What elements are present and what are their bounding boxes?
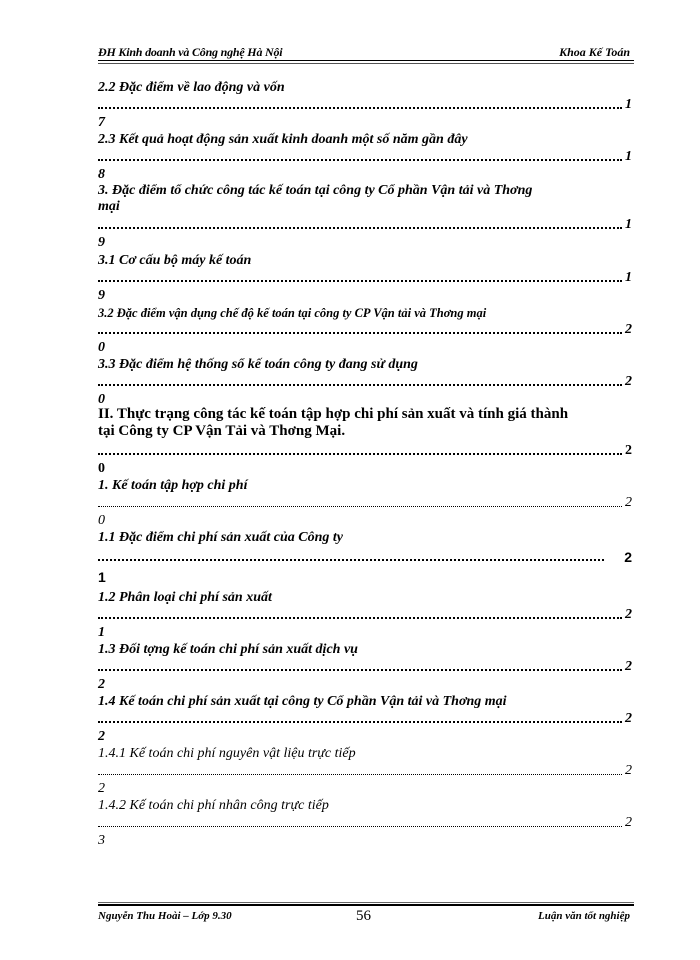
- toc-leader: [98, 216, 632, 232]
- header-rule: [98, 60, 634, 61]
- footer-author: Nguyễn Thu Hoài – Lớp 9.30: [98, 910, 232, 922]
- toc-page-part1: 2: [625, 607, 632, 622]
- toc-entry-title: 3.1 Cơ cấu bộ máy kế toán: [98, 253, 252, 268]
- toc-page-part1: 1: [625, 270, 632, 285]
- toc-leader: [98, 658, 632, 674]
- header-university: ĐH Kinh doanh và Công nghệ Hà Nội: [98, 45, 283, 59]
- toc-leader: [98, 762, 632, 778]
- header-rule-thin: [98, 63, 634, 64]
- toc-leader: [98, 710, 632, 726]
- toc-entry-title: 1.4.1 Kế toán chi phí nguyên vật liệu trực tiếp: [98, 746, 356, 761]
- toc-entry[interactable]: [98, 746, 632, 796]
- toc-leader: [98, 373, 632, 389]
- toc-entry-title: 3.3 Đặc điểm hệ thống sổ kế toán công ty đang sử dụng: [98, 357, 418, 372]
- toc-entry-title: 1.4.2 Kế toán chi phí nhân công trực tiếp: [98, 798, 329, 813]
- toc-page-part2: 9: [98, 288, 105, 303]
- toc-leader: [98, 548, 632, 564]
- toc-entry-title-cont: mại: [98, 199, 120, 214]
- toc-chapter-title: II. Thực trạng công tác kế toán tập hợp chi phí sản xuất và tính giá thành: [98, 406, 569, 422]
- toc-entry[interactable]: [98, 80, 632, 130]
- toc-page-part1: 2: [625, 322, 632, 337]
- toc-entry-chapter[interactable]: [98, 406, 632, 476]
- footer-rule: [98, 904, 634, 906]
- toc-leader: [98, 269, 632, 285]
- toc-entry[interactable]: [98, 357, 632, 407]
- toc-leader: [98, 606, 632, 622]
- page-header: [98, 45, 634, 63]
- toc-page-part1: 2: [625, 495, 632, 510]
- toc-entry[interactable]: [98, 530, 632, 585]
- toc-entry-title: 2.2 Đặc điểm về lao động và vốn: [98, 80, 285, 95]
- toc-page-part2: 2: [98, 677, 105, 692]
- toc-page-part1: 2: [625, 763, 632, 778]
- toc-page-part2: 0: [98, 392, 105, 407]
- toc-leader: [98, 321, 632, 337]
- toc-page-part2: 7: [98, 115, 105, 130]
- toc-entry[interactable]: [98, 642, 632, 692]
- toc-page-part1: 2: [625, 815, 632, 830]
- toc-entry[interactable]: [98, 590, 632, 640]
- toc-entry[interactable]: [98, 478, 632, 528]
- toc-entry-title: 1.3 Đối tợng kế toán chi phí sản xuất dịch vụ: [98, 642, 358, 657]
- toc-chapter-title-cont: tại Công ty CP Vận Tải và Thơng Mại.: [98, 423, 346, 439]
- toc-page-part1: 1: [625, 97, 632, 112]
- toc-entry-title: 3. Đặc điểm tổ chức công tác kế toán tại công ty Cổ phần Vận tải và Thơng: [98, 183, 533, 198]
- toc-page-part1: 1: [625, 217, 632, 232]
- toc-page-part2: 0: [98, 340, 105, 355]
- toc-leader: [98, 442, 632, 458]
- toc-page-part1: 2: [625, 374, 632, 389]
- toc-page-part2: 1: [98, 625, 105, 640]
- toc-entry-title: 1.2 Phân loại chi phí sản xuất: [98, 590, 272, 605]
- toc-page-part2: 8: [98, 167, 105, 182]
- toc-page-part2: 1: [98, 569, 106, 585]
- toc-entry[interactable]: [98, 694, 632, 744]
- toc-leader: [98, 96, 632, 112]
- toc-leader: [98, 814, 632, 830]
- toc-entry-title: 3.2 Đặc điểm vận dụng chế độ kế toán tại công ty CP Vận tải và Thơng mại: [98, 306, 487, 320]
- footer-doc-type: Luận văn tốt nghiệp: [538, 910, 630, 922]
- toc-page-part1: 2: [625, 443, 632, 458]
- header-department: Khoa Kế Toán: [559, 45, 630, 59]
- toc-entry-title: 1. Kế toán tập hợp chi phí: [98, 478, 248, 493]
- toc-entry[interactable]: [98, 798, 632, 848]
- toc-leader: [98, 494, 632, 510]
- page-footer: [98, 902, 634, 932]
- toc-entry[interactable]: [98, 132, 632, 182]
- toc-page-part2: 0: [98, 461, 105, 476]
- toc-entry-title: 1.1 Đặc điểm chi phí sản xuất của Công ty: [98, 530, 344, 545]
- page-number: 56: [356, 908, 371, 924]
- toc-entry[interactable]: [98, 183, 632, 250]
- toc-leader: [98, 148, 632, 164]
- toc-entry[interactable]: [98, 305, 632, 355]
- toc-entry-title: 1.4 Kế toán chi phí sản xuất tại công ty Cổ phần Vận tải và Thơng mại: [98, 694, 507, 709]
- toc-page-part2: 0: [98, 513, 105, 528]
- toc-page-part2: 9: [98, 235, 105, 250]
- toc-page-part1: 2: [625, 659, 632, 674]
- footer-rule-thin: [98, 902, 634, 903]
- toc-page-part1: 2: [625, 711, 632, 726]
- toc-entry[interactable]: [98, 253, 632, 303]
- toc-page-part1: 1: [625, 149, 632, 164]
- toc-page-part1: 2: [624, 549, 632, 565]
- toc-page-part2: 2: [98, 781, 105, 796]
- toc-page-part2: 3: [98, 833, 105, 848]
- toc-entry-title: 2.3 Kết quả hoạt động sản xuất kinh doanh một số năm gần đây: [98, 132, 468, 147]
- toc-page-part2: 2: [98, 729, 105, 744]
